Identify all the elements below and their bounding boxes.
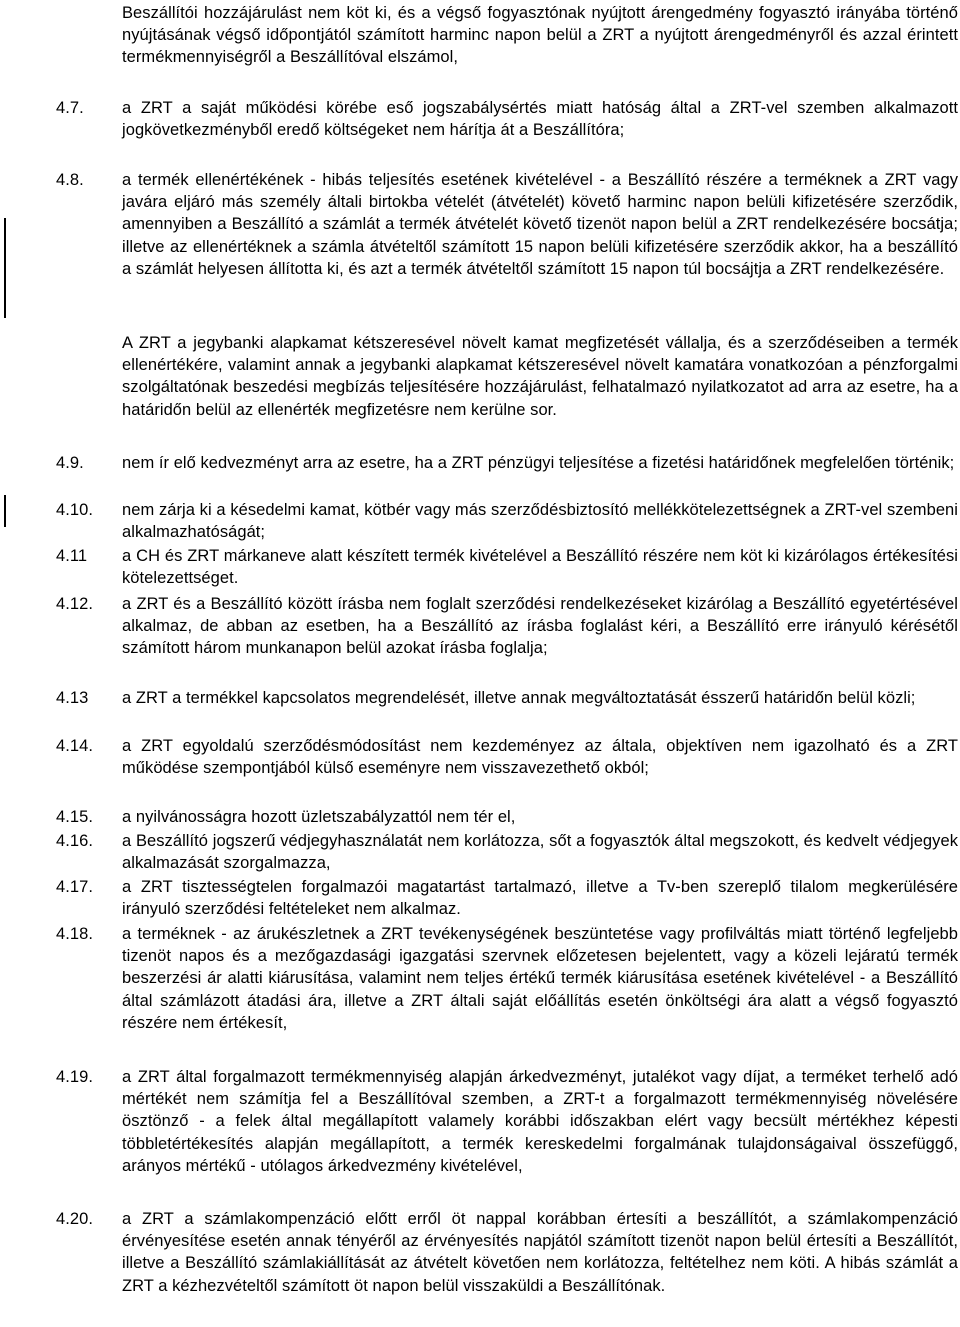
- item-text: a ZRT és a Beszállító között írásba nem foglalt szerződési rendelkezéseket kizárólag a Beszállító egyetértésével alkalmaz, de abban az esetben, ha a Beszállító az írásba foglalást kéri, a Beszállító erre irányuló kérésétől számított három munkanapon belül azokat írásba foglalja;: [122, 595, 958, 658]
- item-number: 4.14.: [56, 737, 93, 755]
- item-text: a ZRT tisztességtelen forgalmazói magatartást tartalmazó, illetve a Tv-ben szereplő tilalom megkerülésére irányuló szerződési feltételeket nem alkalmaz.: [122, 878, 958, 919]
- item-number: 4.8.: [56, 171, 84, 189]
- item-text: a termék ellenértékének - hibás teljesítés esetének kivételével - a Beszállító részére a terméknek a ZRT vagy javára eljáró más személy általi birtokba vételét (átvételét) követő harminc napon belüli kifizetésére szerződik, amennyiben a Beszállító a számlát a termék átvételét követő tizenöt napon belül a ZRT rendelkezésére bocsátja; illetve az ellenértéknek a számla átvételtől számított 15 napon belüli kifizetésére szerződik akkor, ha a beszállító a számlát helyesen állította ki, és azt a termék átvételtől számított 15 napon túl bocsájtja a ZRT rendelkezésére.: [122, 171, 958, 278]
- item-number: 4.17.: [56, 878, 93, 896]
- interest-paragraph: A ZRT a jegybanki alapkamat kétszeresével növelt kamat megfizetését vállalja, és a szerződéseiben a termék ellenértékére, valamint annak a jegybanki alapkamat kétszeresével növelt kamatára vonatkozóan a pénzforgalmi szolgáltatónak beszedési megbízás teljesítésére hozzájárulást, felhatalmazó nyilatkozatot ad arra az esetre, ha a határidőn belül az ellenérték megfizetésre nem kerülne sor.: [122, 334, 958, 419]
- item-text: a terméknek - az árukészletnek a ZRT tevékenységének beszüntetése vagy profilváltás miatt történő legfeljebb tizenöt napos és a mezőgazdasági igazgatási szervnek előzetesen bejelentett, vagy a közeli lejáratú termék beszerzési ár alatti kiárusítása, valamint nem teljes értékű termék kiárusítása esetének kivételével - a Beszállító által számlázott átadási ára, illetve a ZRT általi saját előállítás esetén önköltségi ára alatt a végső fogyasztó részére nem értékesít,: [122, 925, 958, 1032]
- item-text: a nyilvánosságra hozott üzletszabályzattól nem tér el,: [122, 808, 516, 826]
- list-item: [56, 923, 958, 1034]
- list-item: [56, 876, 958, 920]
- item-text: a ZRT a számlakompenzáció előtt erről öt nappal korábban értesíti a beszállítót, a számlakompenzáció érvényesítése esetén annak tényéről az érvényesítés napjától számított tizenöt napon belül értesíti a Beszállítót, illetve a Beszállító számlakiállítását az átvételt követően nem korlátozza, feltételhez nem köti. A hibás számlát a ZRT a kézhezvételtől számított öt napon belül visszaküldi a Beszállítónak.: [122, 1210, 958, 1295]
- list-item: [56, 499, 958, 543]
- list-item: [56, 97, 958, 141]
- revision-bar: [4, 495, 6, 527]
- list-item: [56, 545, 958, 589]
- intro-paragraph: Beszállítói hozzájárulást nem köt ki, és a végső fogyasztónak nyújtott árengedmény fogyasztó irányába történő nyújtásának végső időpontjától számított harminc napon belül a ZRT a nyújtott árengedményről és azzal érintett termékmennyiségről a Beszállítóval elszámol,: [122, 4, 958, 67]
- item-number: 4.15.: [56, 808, 93, 826]
- item-text: a Beszállító jogszerű védjegyhasználatát nem korlátozza, sőt a fogyasztók által megszokott, és kedvelt védjegyek alkalmazását szorgalmazza,: [122, 832, 958, 873]
- list-item: [56, 687, 958, 709]
- item-number: 4.20.: [56, 1210, 93, 1228]
- item-text: a ZRT a saját működési körébe eső jogszabálysértés miatt hatóság által a ZRT-vel szemben alkalmazott jogkövetkezményből eredő költségeket nem hárítja át a Beszállítóra;: [122, 99, 958, 140]
- revision-bar: [4, 218, 6, 318]
- item-number: 4.10.: [56, 501, 93, 519]
- item-text: a ZRT által forgalmazott termékmennyiség alapján árkedvezményt, jutalékot vagy díjat, a terméket terhelő adó mértékét nem számítja fel a Beszállítóval szemben, a ZRT-t a forgalmazott termékmennyiség növelésére ösztönző - a felek által megállapított valamely korábbi időszakban elért vagy becsült mértékhez képesti többletértékesítés alapján megállapított, a termék kereskedelmi forgalmának tulajdonságaival összefüggő, arányos mértékű - utólagos árkedvezmény kivételével,: [122, 1068, 958, 1175]
- list-item: [56, 1066, 958, 1177]
- item-number: 4.11: [56, 547, 88, 565]
- item-text: nem zárja ki a késedelmi kamat, kötbér vagy más szerződésbiztosító mellékkötelezettségnek a ZRT-vel szembeni alkalmazhatóságát;: [122, 501, 958, 542]
- list-item: [56, 593, 958, 660]
- list-item: [56, 1208, 958, 1297]
- item-number: 4.16.: [56, 832, 93, 850]
- item-text: nem ír elő kedvezményt arra az esetre, ha a ZRT pénzügyi teljesítése a fizetési határidőnek megfelelően történik;: [122, 454, 955, 472]
- item-text: a ZRT egyoldalú szerződésmódosítást nem kezdeményez az általa, objektíven nem igazolható és a ZRT működése szempontjából külső eseményre nem visszavezethető okból;: [122, 737, 958, 778]
- item-number: 4.13: [56, 689, 89, 707]
- item-number: 4.18.: [56, 925, 93, 943]
- item-number: 4.9.: [56, 454, 84, 472]
- item-text: a CH és ZRT márkaneve alatt készített termék kivételével a Beszállító részére nem köt ki kizárólagos értékesítési kötelezettséget.: [122, 547, 958, 588]
- item-number: 4.12.: [56, 595, 93, 613]
- list-item: [56, 735, 958, 779]
- list-item: [56, 452, 958, 474]
- list-item: [56, 830, 958, 874]
- list-item: [56, 806, 958, 828]
- item-number: 4.7.: [56, 99, 84, 117]
- item-number: 4.19.: [56, 1068, 93, 1086]
- item-text: a ZRT a termékkel kapcsolatos megrendelését, illetve annak megváltoztatását ésszerű határidőn belül közli;: [122, 689, 916, 707]
- list-item: [56, 169, 958, 280]
